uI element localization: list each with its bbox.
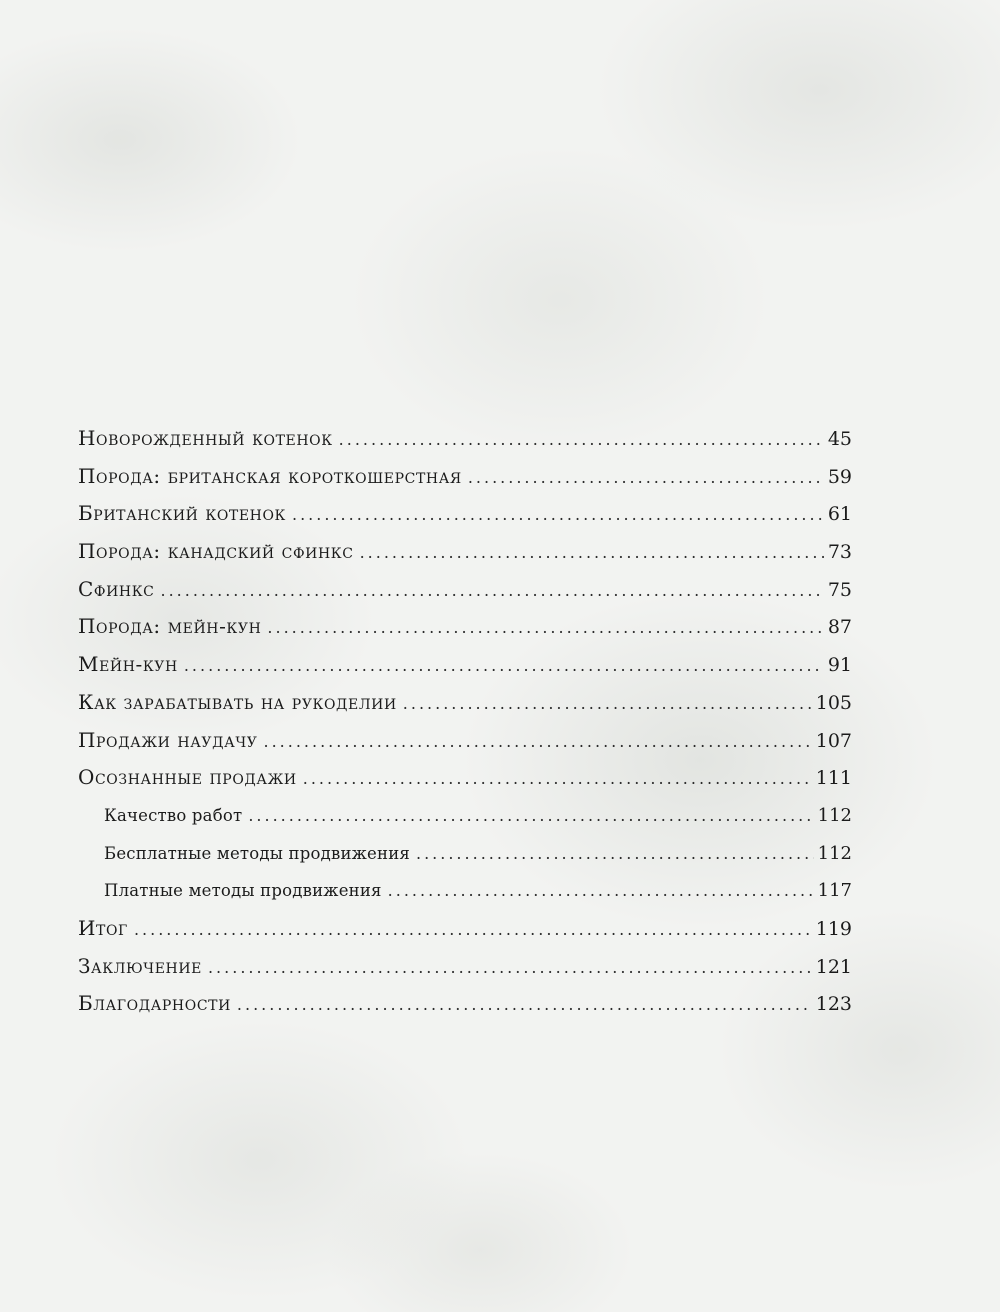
toc-dot-leader <box>263 723 811 761</box>
toc-page-number: 105 <box>815 691 852 714</box>
toc-entry-maine-coon-breed[interactable] <box>78 608 852 646</box>
toc-page-number: 112 <box>817 842 852 864</box>
toc-page-number: 61 <box>827 503 852 526</box>
toc-page-number: 73 <box>827 541 852 564</box>
toc-page-number: 117 <box>817 880 852 902</box>
toc-dot-leader <box>292 496 824 534</box>
toc-entry-title: Новорожденный котенок <box>78 426 333 450</box>
toc-entry-title: Итог <box>78 915 128 940</box>
toc-entry-title: Как зарабатывать на рукоделии <box>78 689 397 714</box>
toc-page-number: 123 <box>815 993 852 1016</box>
toc-dot-leader <box>416 835 814 873</box>
toc-dot-leader <box>303 760 812 798</box>
toc-entry-title: Осознанные продажи <box>78 765 297 790</box>
toc-entry-maine-coon[interactable] <box>78 646 852 684</box>
toc-dot-leader <box>360 534 824 572</box>
toc-page-number: 107 <box>815 729 852 752</box>
toc-dot-leader <box>388 872 814 910</box>
toc-entry-title: Порода: канадский сфинкс <box>78 539 354 564</box>
toc-entry-title: Бесплатные методы продвижения <box>104 843 410 863</box>
toc-entry-canadian-sphynx-breed[interactable] <box>78 533 852 571</box>
toc-entry-acknowledgements[interactable] <box>78 985 852 1023</box>
toc-dot-leader <box>237 986 812 1024</box>
toc-page-number: 112 <box>817 804 852 826</box>
toc-entry-title: Платные методы продвижения <box>104 881 382 901</box>
toc-entry-title: Благодарности <box>78 991 231 1016</box>
table-of-contents <box>78 420 852 1023</box>
toc-dot-leader <box>184 647 824 685</box>
toc-page-number: 111 <box>815 767 852 790</box>
toc-entry-title: Качество работ <box>104 805 243 825</box>
toc-page-number: 91 <box>827 654 852 677</box>
toc-entry-random-sales[interactable] <box>78 722 852 760</box>
toc-page-number: 75 <box>827 578 852 601</box>
toc-page-number: 121 <box>815 955 852 978</box>
toc-subentry-free-promotion[interactable] <box>78 835 852 873</box>
toc-page-number: 87 <box>827 616 852 639</box>
toc-dot-leader <box>403 685 812 723</box>
toc-subentry-work-quality[interactable] <box>78 797 852 835</box>
toc-entry-title: Порода: мейн-кун <box>78 614 262 639</box>
toc-dot-leader <box>134 911 812 949</box>
toc-entry-title: Порода: британская короткошерстная <box>78 463 462 488</box>
toc-entry-title: Мейн-кун <box>78 652 178 677</box>
toc-page-number: 59 <box>827 465 852 488</box>
toc-entry-british-kitten[interactable] <box>78 495 852 533</box>
toc-entry-title: Сфинкс <box>78 576 155 601</box>
toc-entry-conclusion[interactable] <box>78 948 852 986</box>
toc-entry-title: Продажи наудачу <box>78 727 258 752</box>
toc-page-number: 119 <box>815 917 852 940</box>
toc-dot-leader <box>248 797 813 835</box>
toc-dot-leader <box>267 609 823 647</box>
toc-entry-sphynx[interactable] <box>78 571 852 609</box>
toc-entry-summary[interactable] <box>78 910 852 948</box>
toc-entry-title: Британский котенок <box>78 501 286 526</box>
toc-entry-earning-on-handicraft[interactable] <box>78 684 852 722</box>
toc-entry-newborn-kitten[interactable] <box>78 420 852 458</box>
toc-entry-british-shorthair-breed[interactable] <box>78 458 852 496</box>
toc-dot-leader <box>161 572 824 610</box>
toc-entry-conscious-sales[interactable] <box>78 759 852 797</box>
toc-entry-title: Заключение <box>78 953 202 978</box>
toc-page-number: 45 <box>827 428 852 450</box>
toc-subentry-paid-promotion[interactable] <box>78 872 852 910</box>
toc-dot-leader <box>208 949 812 987</box>
toc-dot-leader <box>339 421 824 459</box>
toc-dot-leader <box>468 459 824 497</box>
